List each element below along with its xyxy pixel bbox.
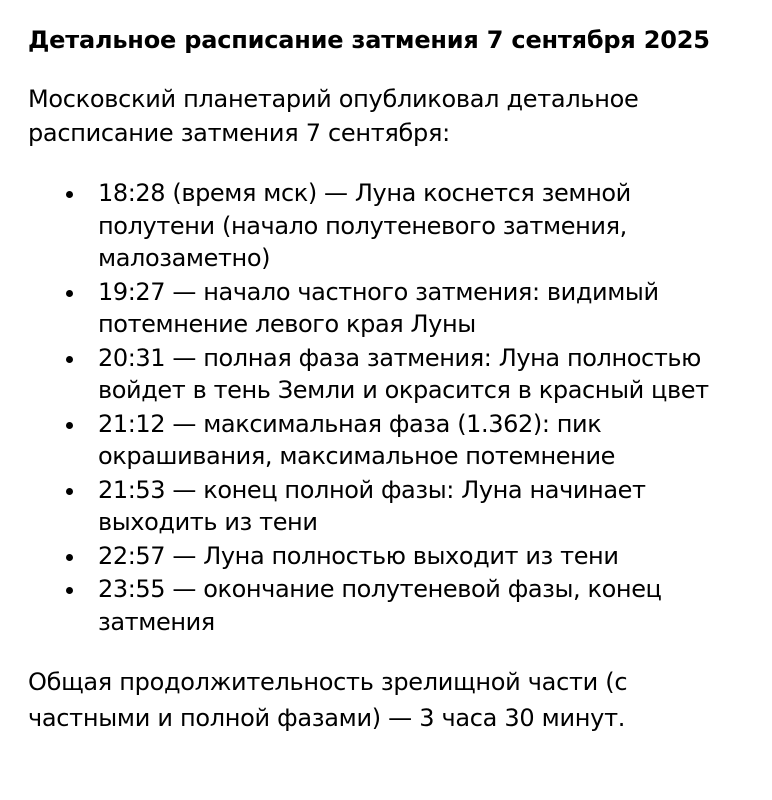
schedule-item-text: 21:12 — максимальная фаза (1.362): пик окрашивания, максимальное потемнение xyxy=(98,409,616,470)
schedule-item-3 xyxy=(28,342,752,407)
bullet-icon xyxy=(66,488,73,495)
bullet-icon xyxy=(66,290,73,297)
schedule-item-6 xyxy=(28,540,752,573)
schedule-item-text: 23:55 — окончание полутеневой фазы, конец затмения xyxy=(98,575,662,636)
schedule-item-text: 20:31 — полная фаза затмения: Луна полностью войдет в тень Земли и окрасится в красный цвет xyxy=(98,343,709,404)
schedule-item-2 xyxy=(28,276,752,341)
bullet-icon xyxy=(66,356,73,363)
bullet-icon xyxy=(66,191,73,198)
schedule-item-1 xyxy=(28,177,752,275)
bullet-icon xyxy=(66,554,73,561)
eclipse-schedule-list xyxy=(28,177,752,638)
summary-paragraph: Общая продолжительность зрелищной части (с частными и полной фазами) — 3 часа 30 минут. xyxy=(28,668,628,732)
bullet-icon xyxy=(66,587,73,594)
schedule-item-text: 18:28 (время мск) — Луна коснется земной полутени (начало полутеневого затмения, малозаметно) xyxy=(98,179,631,272)
schedule-item-7 xyxy=(28,573,752,638)
schedule-item-text: 21:53 — конец полной фазы: Луна начинает выходить из тени xyxy=(98,475,646,536)
document-title: Детальное расписание затмения 7 сентября 2025 xyxy=(28,26,710,54)
schedule-item-4 xyxy=(28,408,752,473)
bullet-icon xyxy=(66,422,73,429)
intro-paragraph: Московский планетарий опубликовал детальное расписание затмения 7 сентября: xyxy=(28,85,639,147)
schedule-item-text: 19:27 — начало частного затмения: видимый потемнение левого края Луны xyxy=(98,277,659,338)
schedule-item-text: 22:57 — Луна полностью выходит из тени xyxy=(98,541,619,570)
schedule-item-5 xyxy=(28,474,752,539)
